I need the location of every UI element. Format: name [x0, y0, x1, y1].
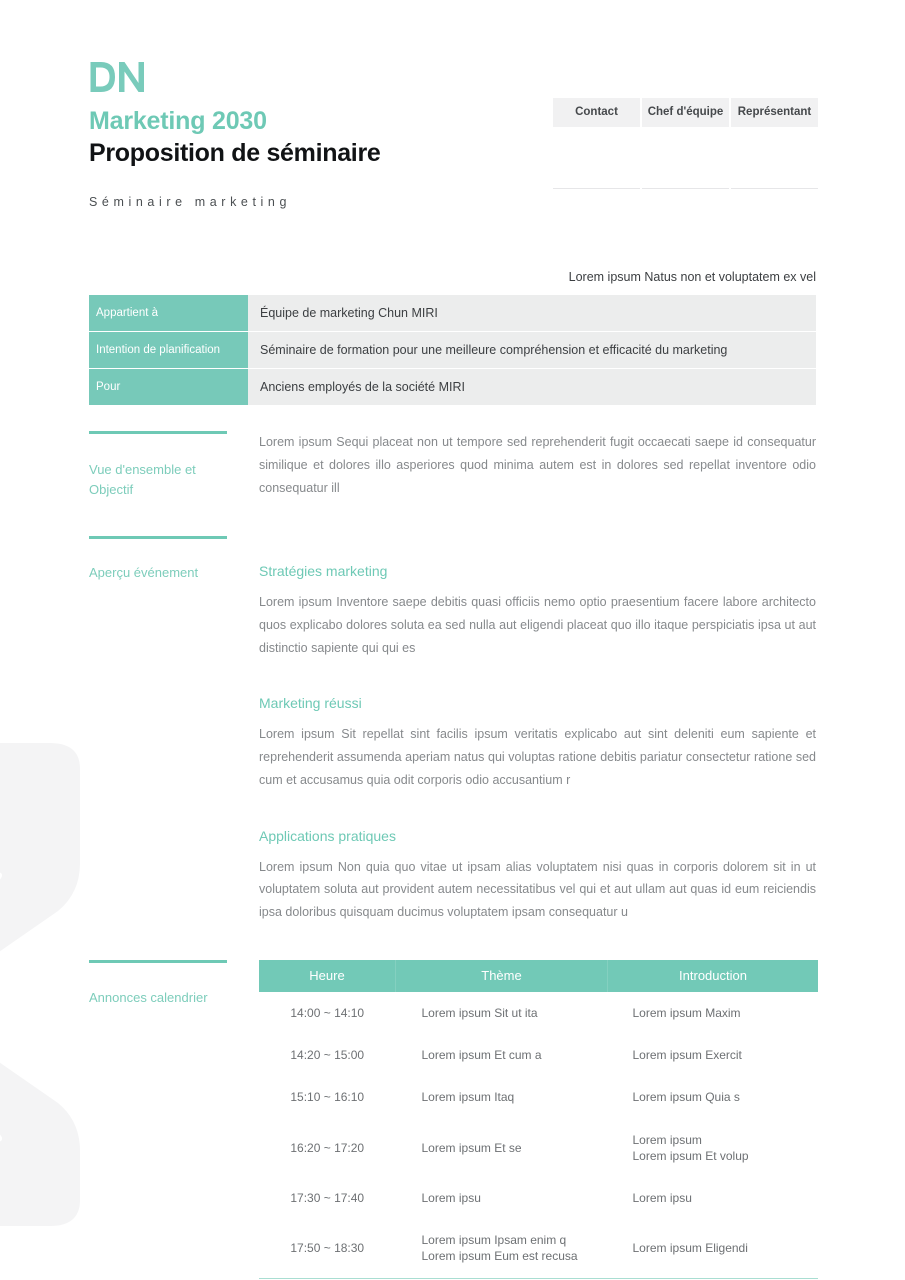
subsection-heading: Applications pratiques — [259, 827, 396, 844]
section-event-overview — [89, 563, 816, 924]
schedule-cell-time — [259, 1119, 396, 1177]
subsection-successful-marketing — [259, 695, 816, 791]
table-row — [89, 369, 816, 406]
subsection-text: Lorem ipsum Non quia quo vitae ut ipsam alias voluptatem nisi quas in corporis dolorem sit in ut voluptatem soluta aut provident autem necessitatibus vel qui et aut ullam aut quas id eum reiciendis ipsa doloribus quisquam ducimus voluptatem ipsam consequatur u — [259, 859, 816, 919]
table-row — [259, 992, 818, 1034]
dm-monogram-logo-icon — [89, 60, 145, 94]
cell-line: Lorem ipsu — [632, 1190, 692, 1205]
schedule-table — [259, 960, 818, 1279]
section-overview — [89, 431, 816, 500]
caption-text: Lorem ipsum Natus non et voluptatem ex vel — [568, 270, 816, 284]
cell-line: 15:10 ~ 16:10 — [290, 1090, 365, 1105]
section-event-left — [89, 563, 259, 924]
schedule-cell-time — [259, 1219, 396, 1278]
signature-field-representative[interactable] — [731, 127, 818, 189]
title-sub: Proposition de séminaire — [89, 139, 381, 167]
table-row — [259, 1034, 818, 1076]
schedule-cell-time — [259, 1177, 396, 1219]
cell-line: Lorem ipsum Eligendi — [632, 1241, 748, 1256]
schedule-cell-introduction — [608, 1219, 819, 1278]
schedule-cell-introduction — [608, 1119, 819, 1177]
section-schedule-left — [89, 960, 259, 1279]
cell-line: Lorem ipsum — [632, 1132, 702, 1147]
schedule-cell-time — [259, 1034, 396, 1076]
subsection-heading: Stratégies marketing — [259, 563, 388, 579]
cell-line: Lorem ipsum Exercit — [632, 1048, 742, 1063]
table-row — [259, 1076, 818, 1118]
schedule-cell-introduction — [608, 1076, 819, 1118]
section-overview-left — [89, 431, 259, 500]
section-rule-bottom — [89, 536, 227, 539]
info-value-owner: Équipe de marketing Chun MIRI — [248, 295, 816, 331]
signature-column — [553, 98, 640, 189]
schedule-cell-introduction — [608, 1177, 819, 1219]
subsection-strategies — [259, 563, 816, 659]
info-value-audience: Anciens employés de la société MIRI — [248, 369, 816, 405]
schedule-cell-time — [259, 1076, 396, 1118]
section-rule-top — [89, 431, 227, 434]
cell-line: Lorem ipsum Sit ut ita — [421, 1006, 538, 1020]
table-row — [259, 1219, 818, 1278]
cell-line: Lorem ipsum Et cum a — [421, 1048, 542, 1063]
schedule-cell-theme — [396, 1219, 608, 1278]
info-value-intent: Séminaire de formation pour une meilleure compréhension et efficacité du marketing — [248, 332, 816, 368]
schedule-table-head — [259, 960, 818, 992]
section-label-event-overview: Aperçu événement — [89, 565, 199, 580]
cell-line: 17:30 ~ 17:40 — [290, 1190, 365, 1205]
info-label-audience: Pour — [89, 369, 248, 405]
signature-header-team-lead: Chef d'équipe — [642, 98, 729, 127]
signature-column — [642, 98, 729, 189]
cell-line: Lorem ipsum Et volup — [632, 1148, 749, 1163]
info-label-intent: Intention de planification — [89, 332, 248, 368]
subsection-text: Lorem ipsum Inventore saepe debitis quasi officiis nemo optio praesentium facere labore architecto quos explicabo dolores soluta ea sed nulla aut eligendi placeat quo illo itaque perspiciatis ipsa ut aut distinctio sapiente qui qui es — [259, 595, 816, 655]
table-row — [89, 295, 816, 332]
cell-line: Lorem ipsu — [421, 1190, 481, 1205]
kicker-text: Séminaire marketing — [89, 195, 292, 209]
section-label-schedule: Annonces calendrier — [89, 990, 208, 1005]
info-table — [89, 295, 816, 406]
signature-header-contact: Contact — [553, 98, 640, 127]
table-header-row — [259, 960, 818, 992]
schedule-cell-theme — [396, 1177, 608, 1219]
section-overview-body — [259, 431, 816, 500]
cell-line: Lorem ipsum Quia s — [632, 1090, 740, 1105]
title-main: Marketing 2030 — [89, 107, 267, 135]
section-schedule-body — [259, 960, 818, 1279]
cell-line: Lorem ipsum Ipsam enim q — [421, 1233, 567, 1248]
section-event-body — [259, 563, 816, 924]
column-header-theme: Thème — [396, 960, 608, 992]
schedule-cell-theme — [396, 1034, 608, 1076]
schedule-cell-theme — [396, 1076, 608, 1118]
section-label-overview: Vue d'ensemble et Objectif — [89, 462, 196, 498]
cell-line: 14:00 ~ 14:10 — [290, 1006, 365, 1020]
schedule-cell-theme — [396, 992, 608, 1034]
subsection-heading: Marketing réussi — [259, 695, 362, 712]
page-title — [89, 106, 519, 169]
schedule-cell-theme — [396, 1119, 608, 1177]
subsection-text: Lorem ipsum Sit repellat sint facilis ipsum veritatis explicabo aut sint deleniti eum sapiente et reprehenderit assumenda aperiam natus qui voluptas ratione debitis pariatur consectetur ratione sed cum et accusamus quia odit corporis odio accusantium r — [259, 727, 816, 787]
section-rule-top — [89, 960, 227, 963]
cell-line: 14:20 ~ 15:00 — [290, 1048, 365, 1063]
cell-line: Lorem ipsum Eum est recusa — [421, 1249, 578, 1264]
schedule-table-body — [259, 992, 818, 1278]
schedule-cell-introduction — [608, 1034, 819, 1076]
table-row — [259, 1177, 818, 1219]
schedule-cell-time — [259, 992, 396, 1034]
overview-text: Lorem ipsum Sequi placeat non ut tempore sed reprehenderit fugit occaecati saepe id consequatur similique et dolores illo asperiores quod minima autem est in dolores sed repellat inventore odio consequatur ill — [259, 435, 816, 495]
table-row — [259, 1119, 818, 1177]
cell-line: Lorem ipsum Et se — [421, 1140, 522, 1155]
signature-table — [553, 98, 818, 189]
column-header-time: Heure — [259, 960, 396, 992]
section-schedule — [89, 960, 816, 1279]
column-header-introduction: Introduction — [608, 960, 819, 992]
signature-field-team-lead[interactable] — [642, 127, 729, 189]
cell-line: Lorem ipsum Itaq — [421, 1090, 515, 1105]
signature-header-representative: Représentant — [731, 98, 818, 127]
schedule-cell-introduction — [608, 992, 819, 1034]
subsection-practical-applications — [259, 828, 816, 924]
info-label-owner: Appartient à — [89, 295, 248, 331]
signature-field-contact[interactable] — [553, 127, 640, 189]
cell-line: 17:50 ~ 18:30 — [290, 1241, 365, 1256]
cell-line: 16:20 ~ 17:20 — [290, 1140, 365, 1155]
signature-column — [731, 98, 818, 189]
table-row — [89, 332, 816, 369]
cell-line: Lorem ipsum Maxim — [632, 1006, 741, 1020]
